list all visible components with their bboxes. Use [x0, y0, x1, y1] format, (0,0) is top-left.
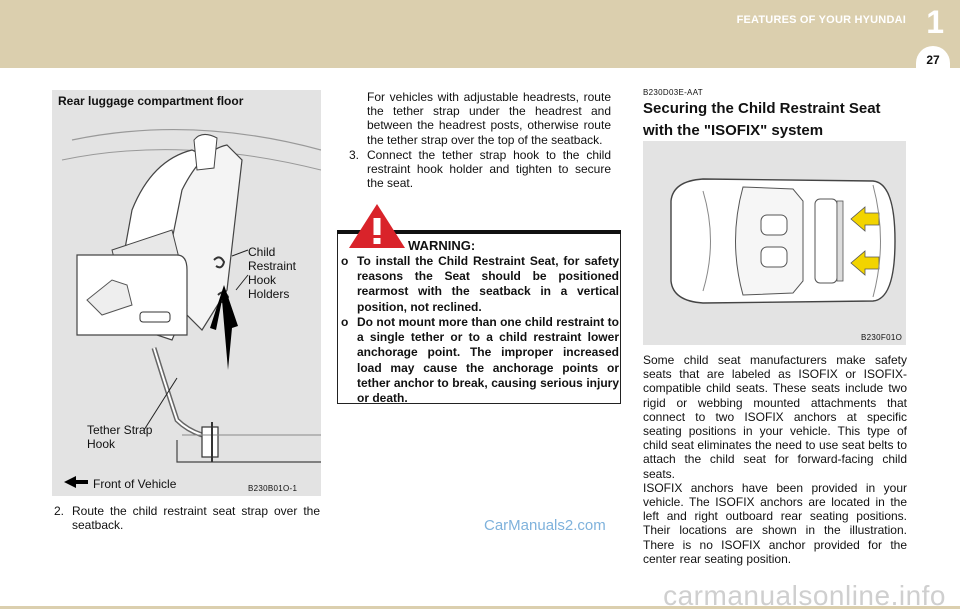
page-number: 27 [926, 53, 940, 67]
tether-hook-label: Tether Strap Hook [87, 423, 153, 451]
figure-title: Rear luggage compartment floor [58, 94, 244, 108]
section-code: B230D03E-AAT [643, 88, 703, 97]
bullet-marker: o [341, 315, 349, 329]
luggage-floor-figure [52, 90, 321, 496]
site-watermark[interactable]: CarManuals2.com [484, 517, 606, 534]
footer-watermark: carmanualsonline.info [663, 580, 946, 611]
step-2 [54, 504, 320, 536]
section-title: FEATURES OF YOUR HYUNDAI [736, 14, 906, 26]
step-text: Connect the tether strap hook to the child restraint hook holder and tighten to secure the seat. [367, 148, 611, 191]
header-bar [0, 0, 960, 68]
hook-holders-label: Child Restraint Hook Holders [248, 245, 297, 301]
isofix-figure [643, 141, 906, 345]
isofix-description: Some child seat manufacturers make safety seats that are labeled as ISOFIX or ISOFIX-compatible child seats. These seats include two rigid or webbing mounted attachments that connect to two ISOFIX anchors at specific seating positions in your vehicle. This type of child seat eliminates the need to use seat belts to attach the child seat for forward-facing child seats. ISOFIX anchors have been provided in your vehicle. The ISOFIX anchors are located in the left and right outboard rear seating positions. Their locations are shown in the illustration. There is no ISOFIX anchor provided for the center rear seating position. [643, 353, 907, 566]
front-of-vehicle-label: Front of Vehicle [93, 477, 177, 491]
warning-item-1 [341, 254, 619, 316]
warning-title: WARNING: [408, 238, 476, 253]
warning-text: Do not mount more than one child restraint to a single tether or to a child restraint lower anchorage point. The improper increased load may cause the anchorage points or tether anchor to break, causing serious injury or death. [357, 315, 619, 406]
step-3 [349, 148, 611, 194]
chapter-number: 1 [926, 4, 944, 40]
step-text: Route the child restraint seat strap over the seatback. [72, 504, 320, 533]
step-number: 2. [54, 504, 65, 518]
warning-triangle-icon [347, 202, 407, 250]
warning-item-2 [341, 315, 619, 406]
car-topview-illustration [643, 141, 906, 345]
section-heading: Securing the Child Restraint Seat with the "ISOFIX" system [643, 100, 881, 139]
headrest-routing-text: For vehicles with adjustable headrests, route the tether strap under the headrest and between the headrest posts, otherwise route the tether strap over the top of the seatback. [367, 90, 611, 147]
warning-text: To install the Child Restraint Seat, for safety reasons the Seat should be positioned rearmost with the seatback in a vertical position, not reclined. [357, 254, 619, 314]
bullet-marker: o [341, 254, 349, 268]
step-number: 3. [349, 148, 360, 162]
figure-code: B230F01O [861, 333, 903, 342]
figure-code: B230B01O-1 [248, 484, 298, 493]
